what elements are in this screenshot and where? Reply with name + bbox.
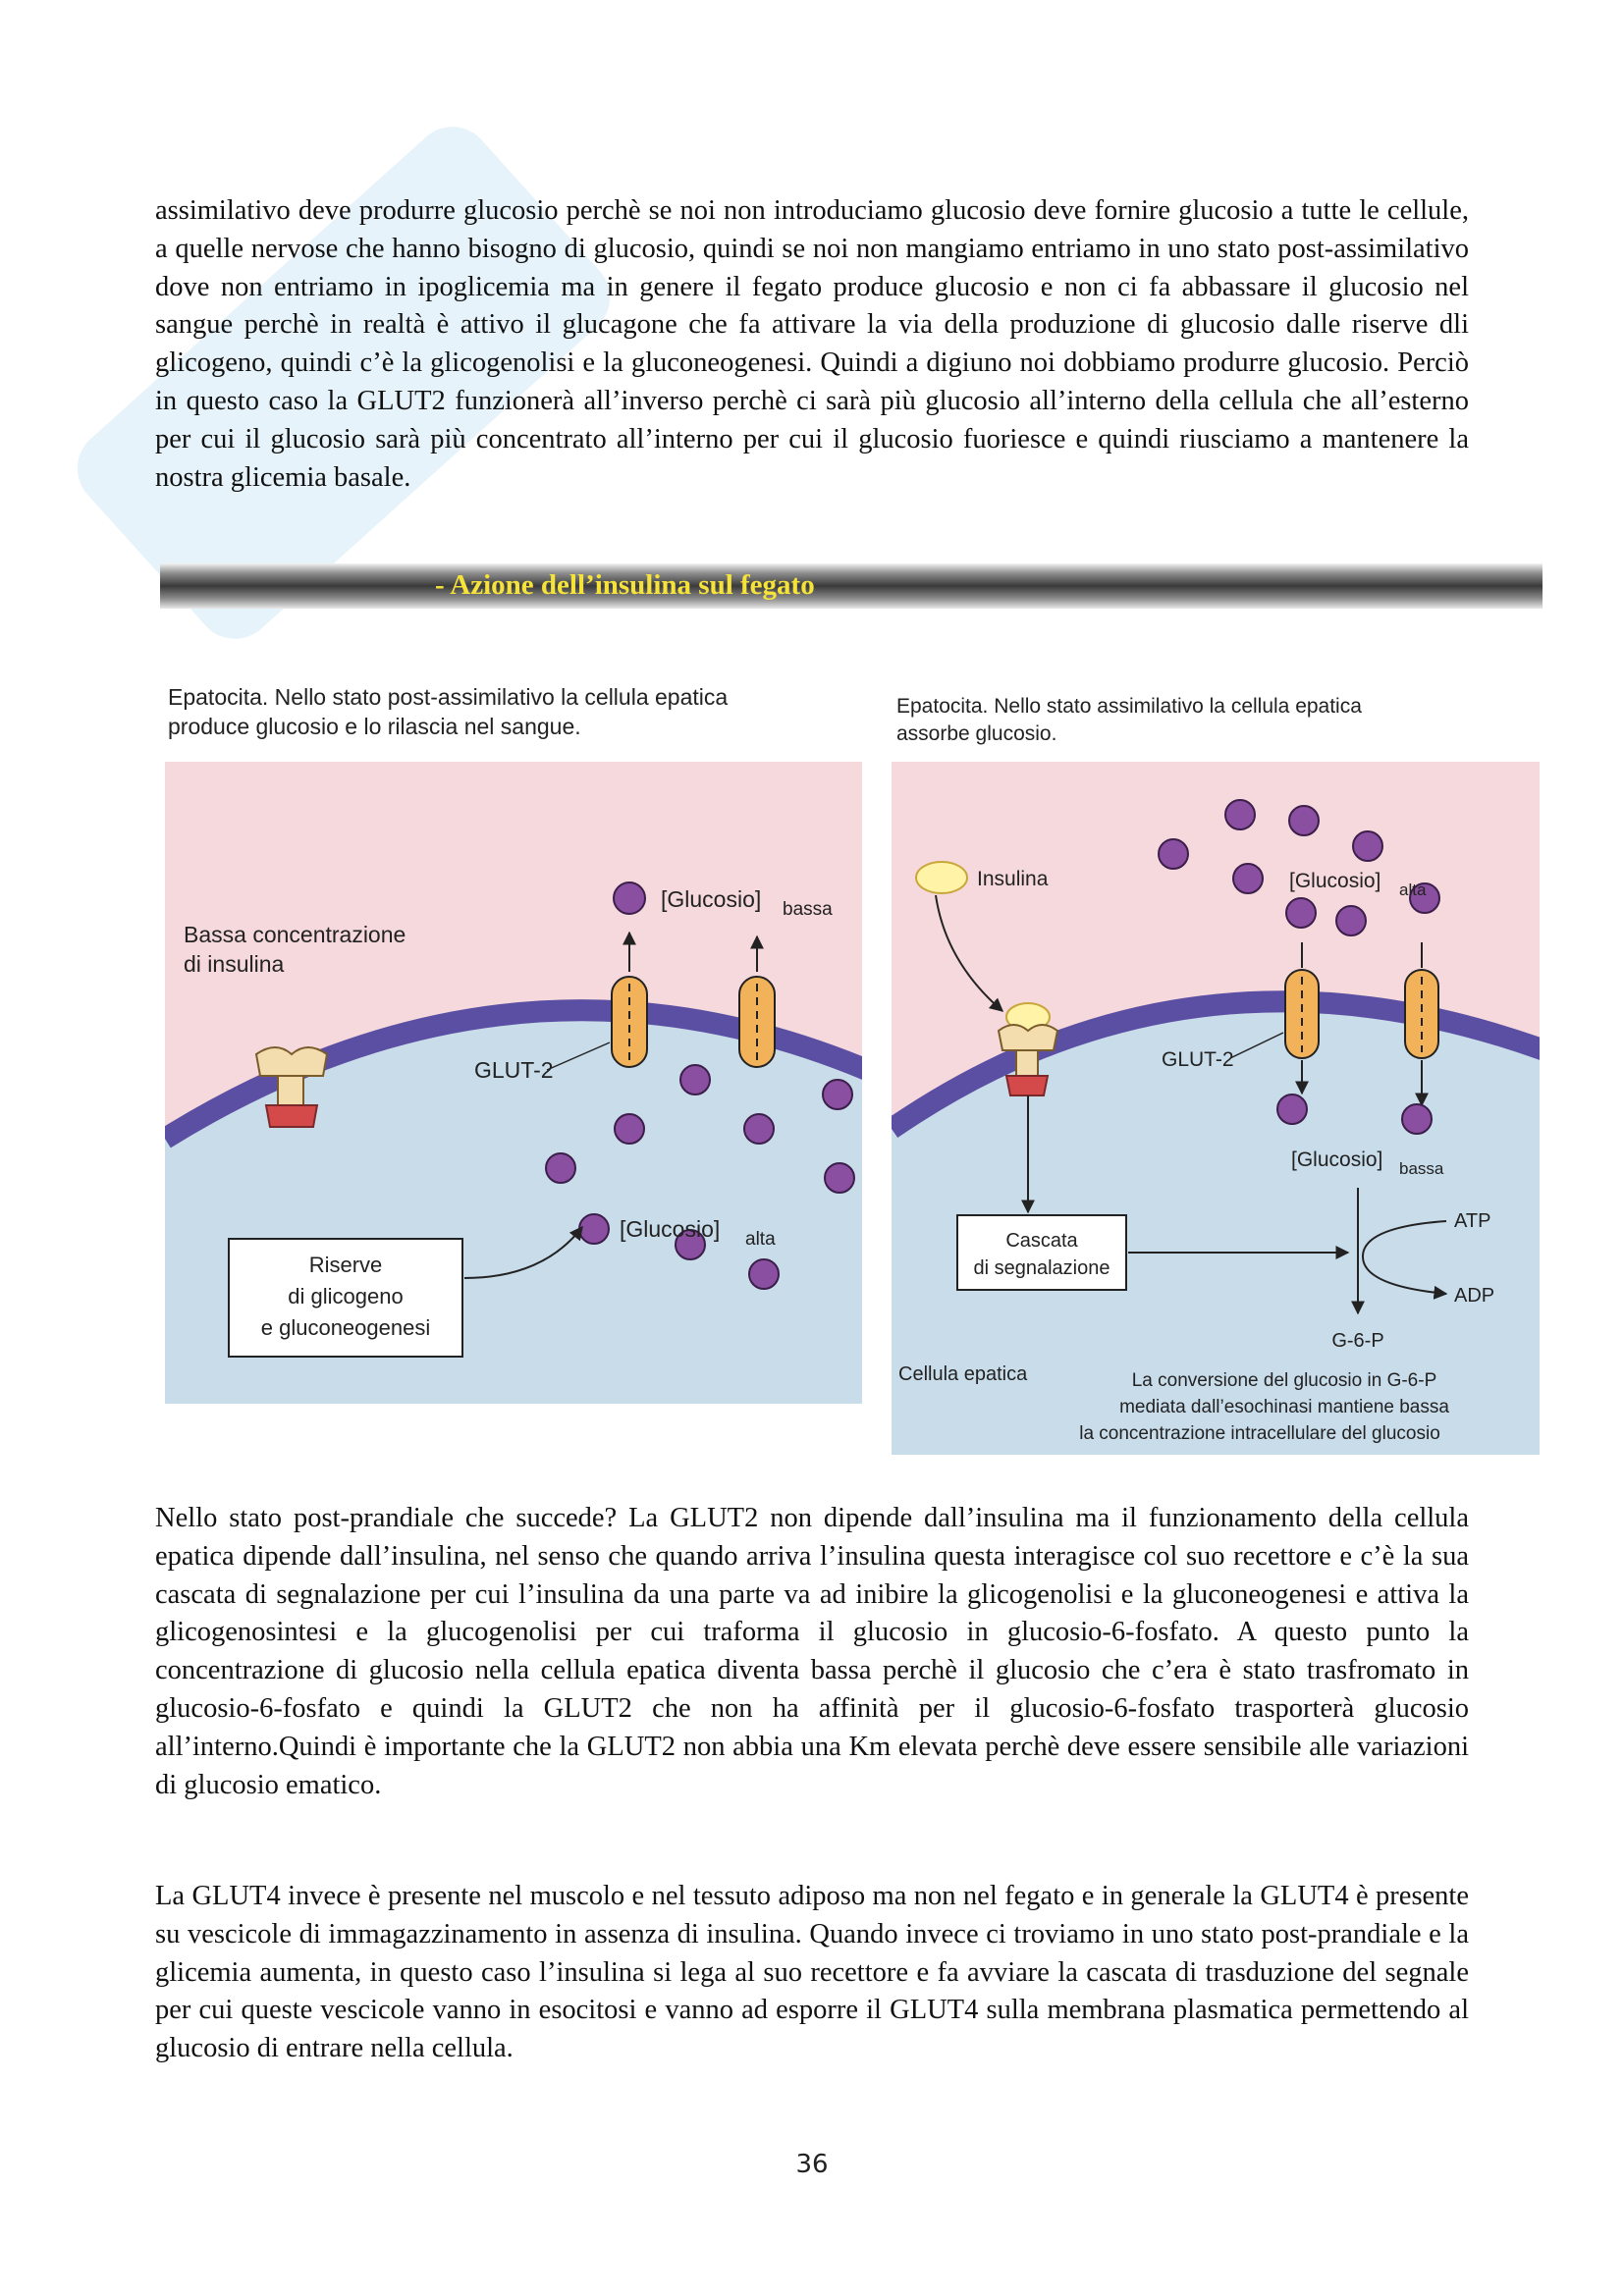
left-glucose-outside-low: bassa bbox=[783, 899, 833, 920]
left-caption-line1: Epatocita. Nello stato post-assimilativo la cellula epatica bbox=[168, 684, 729, 710]
left-caption-line2: produce glucosio e lo rilascia nel sangue. bbox=[168, 714, 581, 739]
section-header-band bbox=[160, 563, 1543, 609]
left-glucose-outside bbox=[614, 882, 645, 914]
right-glucose-inside-2 bbox=[1402, 1104, 1432, 1134]
right-cascade-line2: di segnalazione bbox=[973, 1257, 1110, 1279]
paragraph-glut4: La GLUT4 invece è presente nel muscolo e nel tessuto adiposo ma non nel fegato e in generale la GLUT4 è presente su vescicole di immagazzinamento in assenza di insulina. Quando invece ci troviamo in uno stato post-prandiale e la glicemia aumenta, in questo caso l’insulina si lega al suo recettore e fa avviare la cascata di trasduzione del segnale per cui queste vescicole vanno in esocitosi e vanno ad esporre il GLUT4 sulla membrana plasmatica permettendo al glucosio di entrare nella cellula. bbox=[155, 1881, 1469, 2064]
right-insulin-icon bbox=[916, 862, 967, 893]
section-title: - Azione dell’insulina sul fegato bbox=[435, 569, 815, 601]
right-glucose-inside-low: bassa bbox=[1399, 1159, 1444, 1178]
right-panel bbox=[892, 695, 1543, 1455]
right-cascade-line1: Cascata bbox=[1005, 1230, 1078, 1252]
right-caption-line1: Epatocita. Nello stato assimilativo la cellula epatica bbox=[896, 695, 1362, 718]
figure-insulin-liver bbox=[160, 677, 1543, 1463]
right-caption-line2: assorbe glucosio. bbox=[896, 722, 1057, 745]
right-note-line2: mediata dall’esochinasi mantiene bassa bbox=[1119, 1397, 1449, 1417]
left-low-insulin-line2: di insulina bbox=[184, 951, 285, 977]
right-note-line1: La conversione del glucosio in G-6-P bbox=[1131, 1370, 1437, 1391]
left-glut2-transporter-2 bbox=[739, 977, 775, 1067]
right-g6p-label: G-6-P bbox=[1331, 1330, 1384, 1352]
right-glut2-transporter-2 bbox=[1405, 970, 1438, 1058]
left-glucose-outside-label: [Glucosio] bbox=[661, 886, 762, 912]
right-glut2-label: GLUT-2 bbox=[1162, 1048, 1234, 1071]
right-cell-label: Cellula epatica bbox=[898, 1363, 1028, 1385]
page-number: 36 bbox=[795, 2150, 829, 2179]
right-adp-label: ADP bbox=[1454, 1285, 1495, 1307]
left-glut2-label: GLUT-2 bbox=[474, 1057, 554, 1083]
left-glut2-transporter-1 bbox=[612, 977, 647, 1067]
right-glucose-outside-high: alta bbox=[1399, 881, 1427, 899]
right-insulin-label: Insulina bbox=[977, 868, 1049, 890]
left-reserves-line1: Riserve bbox=[308, 1253, 383, 1277]
left-glucose-inside-label: [Glucosio] bbox=[620, 1216, 721, 1242]
right-note-line3: la concentrazione intracellulare del glucosio bbox=[1079, 1423, 1440, 1444]
right-glucose-outside-label: [Glucosio] bbox=[1289, 870, 1381, 892]
right-atp-label: ATP bbox=[1454, 1210, 1491, 1232]
right-glucose-inside-label: [Glucosio] bbox=[1291, 1148, 1383, 1171]
right-glut2-transporter-1 bbox=[1285, 970, 1319, 1058]
left-reserves-line2: di glicogeno bbox=[288, 1284, 404, 1308]
right-glucose-inside-1 bbox=[1277, 1095, 1307, 1124]
left-panel bbox=[165, 684, 867, 1404]
left-reserves-line3: e gluconeogenesi bbox=[260, 1315, 431, 1340]
paragraph-post-prandial: Nello stato post-prandiale che succede? La GLUT2 non dipende dall’insulina ma il funzionamento della cellula epatica dipende dall’insulina, nel senso che quando arriva l’insulina questa interagisce col suo recettore e c’è la sua cascata di segnalazione per cui l’insulina da una parte va ad inibire la glicogenolisi e la gluconeogenesi e attiva la glicogenosintesi e la glucogenolisi per cui traforma il glucosio in glucosio-6-fosfato. A questo punto la concentrazione di glucosio nella cellula epatica diventa bassa perchè il glucosio che c’era è stato trasfromato in glucosio-6-fosfato e quindi la GLUT2 che non ha affinità per il glucosio-6-fosfato trasporterà glucosio all’interno.Quindi è importante che la GLUT2 non abbia una Km elevata perchè deve essere sensibile alle variazioni di glucosio ematico. bbox=[155, 1503, 1469, 1800]
paragraph-intro: assimilativo deve produrre glucosio perchè se noi non introduciamo glucosio deve fornire glucosio a tutte le cellule, a quelle nervose che hanno bisogno di glucosio, quindi se noi non mangiamo entriamo in uno stato post-assimilativo dove non entriamo in ipoglicemia ma in genere il fegato produce glucosio e non ci fa abbassare il glucosio nel sangue perchè in realtà è attivo il glucagone che fa attivare la via della produzione di glucosio dalle riserve dli glicogeno, quindi c’è la glicogenolisi e la gluconeogenesi. Quindi a digiuno noi dobbiamo produrre glucosio. Perciò in questo caso la GLUT2 funzionerà all’inverso perchè ci sarà più glucosio all’interno della cellula che all’esterno per cui il glucosio sarà più concentrato all’interno per cui il glucosio fuoriesce e quindi riusciamo a mantenere la nostra glicemia basale. bbox=[155, 195, 1469, 493]
left-low-insulin-line1: Bassa concentrazione bbox=[184, 922, 406, 947]
left-glucose-inside-high: alta bbox=[745, 1229, 776, 1250]
